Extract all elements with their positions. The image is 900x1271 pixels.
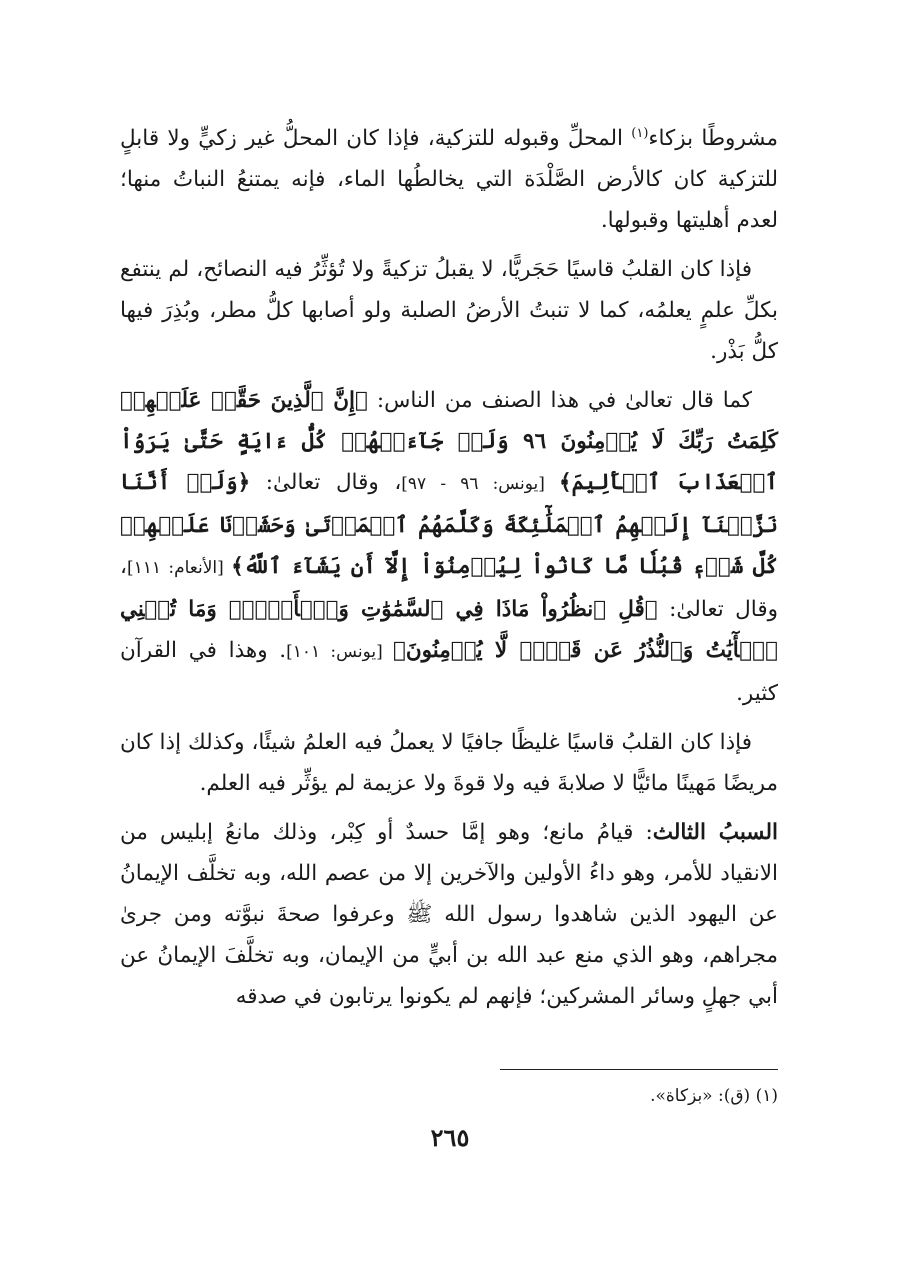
page-number: ٢٦٥ bbox=[430, 1123, 470, 1152]
footnote-number: (١) bbox=[755, 1086, 778, 1106]
paragraph-5-text: : قيامُ مانع؛ وهو إمَّا حسدٌ أو كِبْر، وذلك مانعُ إبليس من الانقياد للأمر، وهو داءُ الأولين والآخرين إلا من عصم الله، وبه تخلَّف الإيمانُ عن اليهود الذين شاهدوا رسول الله ﷺ وعرفوا صحةَ نبوَّته ومن جرىٰ مجراهم، وهو الذي منع عبد الله بن أبيٍّ من الإيمان، وبه تخلَّفَ الإيمانُ عن أبي جهلٍ وسائر المشركين؛ فإنهم لم يكونوا يرتابون في صدقه bbox=[120, 820, 778, 1009]
footnote bbox=[650, 1083, 778, 1109]
paragraph-4-text: فإذا كان القلبُ قاسيًا غليظًا جافيًا لا يعملُ فيه العلمُ شيئًا، وكذلك إذا كان مريضًا مَهينًا مائيًّا لا صلابةَ فيه ولا قوةَ ولا عزيمة لم يؤثِّر فيه العلم. bbox=[120, 730, 778, 796]
quran-verse-3: ﴿قُلِ ٱنظُرُواْ مَاذَا فِي ٱلسَّمَٰوَٰتِ وَٱلۡأَرۡضِۚ وَمَا تُغۡنِي ٱلۡأٓيَٰتُ وَٱلنُّذُرُ عَن قَوۡمٖ لَّا يُؤۡمِنُونَ﴾ bbox=[120, 597, 778, 663]
paragraph-4 bbox=[120, 722, 778, 804]
footnote-divider bbox=[500, 1069, 778, 1070]
footnote-text: (ق): «بزكاة». bbox=[650, 1086, 751, 1106]
paragraph-1-text-a: مشروطًا بزكاء bbox=[648, 126, 779, 151]
verse-reference-3: [يونس: ١٠١] bbox=[286, 642, 393, 662]
paragraph-2 bbox=[120, 249, 778, 372]
paragraph-1 bbox=[120, 118, 778, 241]
paragraph-3 bbox=[120, 380, 778, 714]
paragraph-3-closing: . وهذا في القرآن كثير. bbox=[120, 638, 778, 706]
verse-reference-1: [يونس: ٩٦ - ٩٧] bbox=[401, 474, 559, 494]
paragraph-3-connector-2: ، وقال تعالىٰ: bbox=[120, 554, 778, 622]
paragraph-5 bbox=[120, 812, 778, 1017]
paragraph-1-text-b: المحلِّ وقبوله للتزكية، فإذا كان المحلُّ غير زكيٍّ ولا قابلٍ للتزكية كان كالأرض الصَّلْدَة التي يخالطُها الماء، فإنه يمتنعُ النباتُ منها؛ لعدم أهليتها وقبولها. bbox=[120, 126, 778, 233]
page-body bbox=[120, 118, 778, 1025]
footnote-marker[interactable]: (١) bbox=[631, 125, 649, 141]
quran-verse-1: ﴿إِنَّ ٱلَّذِينَ حَقَّتۡ عَلَيۡهِمۡ كَلِمَتُ رَبِّكَ لَا يُؤۡمِنُونَ ٩٦ وَلَوۡ جَآءَتۡهُمۡ كُلُّ ءَايَةٍ حَتَّىٰ يَرَوُاْ ٱلۡعَذَابَ ٱلۡأَلِيمَ﴾ bbox=[120, 388, 778, 495]
section-heading-third-cause: السببُ الثالث bbox=[652, 820, 779, 845]
paragraph-2-text: فإذا كان القلبُ قاسيًا حَجَريًّا، لا يقبلُ تزكيةً ولا تُؤثِّرُ فيه النصائح، لم ينتفع بكلِّ علمٍ يعلمُه، كما لا تنبتُ الأرضُ الصلبة ولو أصابها كلُّ مطر، وبُذِرَ فيها كلُّ بَذْر. bbox=[120, 257, 778, 364]
verse-reference-2: [الأنعام: ١١١] bbox=[126, 558, 232, 578]
paragraph-3-connector-1: ، وقال تعالىٰ: bbox=[250, 470, 402, 495]
quran-verse-2: ﴿وَلَوۡ أَنَّنَا نَزَّلۡنَآ إِلَيۡهِمُ ٱلۡمَلَٰٓئِكَةَ وَكَلَّمَهُمُ ٱلۡمَوۡتَىٰ وَحَشَرۡنَا عَلَيۡهِمۡ كُلَّ شَيۡءٖ قُبُلٗا مَّا كَانُواْ لِيُؤۡمِنُوٓاْ إِلَّآ أَن يَشَآءَ ٱللَّهُ﴾ bbox=[120, 470, 779, 579]
paragraph-3-intro: كما قال تعالىٰ في هذا الصنف من الناس: bbox=[367, 388, 752, 413]
